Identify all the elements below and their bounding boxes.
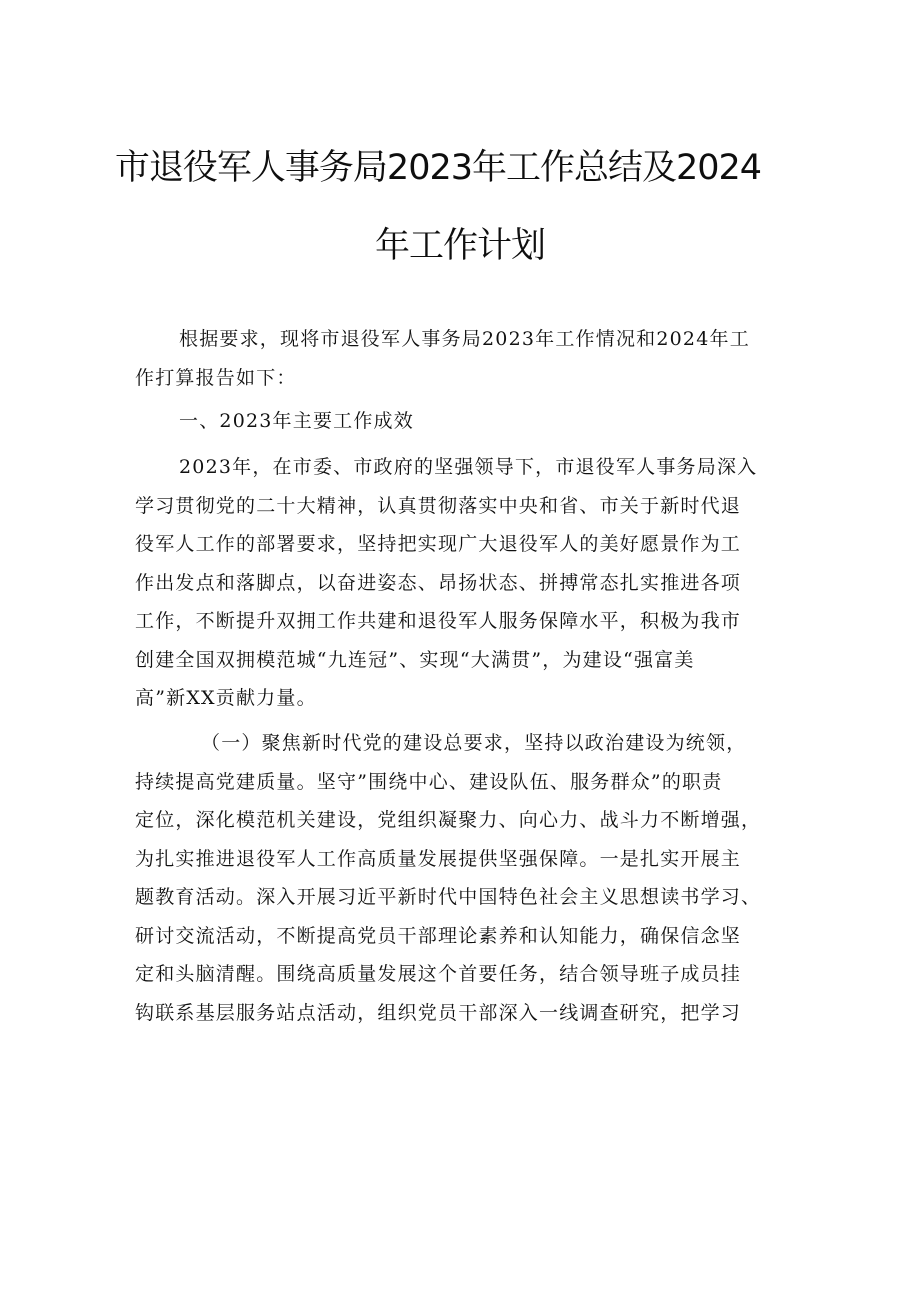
paragraph-line: 钩联系基层服务站点活动，组织党员干部深入一线调查研究，把学习: [135, 1001, 742, 1024]
paragraph-line: 2023年，在市委、市政府的坚强领导下，市退役军人事务局深入: [179, 456, 758, 478]
paragraph-summary: [135, 448, 795, 718]
paragraph-line: 工作，不断提升双拥工作共建和退役军人服务保障水平，积极为我市: [135, 610, 742, 632]
paragraph-line: 高”新XX贡献力量。: [135, 687, 317, 709]
paragraph-line: 创建全国双拥模范城“九连冠”、实现“大满贯”，为建设“强富美: [135, 648, 695, 671]
paragraph-line: 作出发点和落脚点，以奋进姿态、昂扬状态、拼搏常态扎实推进各项: [135, 571, 742, 594]
paragraph-line: （一）聚焦新时代党的建设总要求，坚持以政治建设为统领，: [201, 732, 747, 754]
paragraph-line: 为扎实推进退役军人工作高质量发展提供坚强保障。一是扎实开展主: [135, 847, 742, 870]
paragraph-intro: [135, 320, 795, 397]
paragraph-line: 定位，深化模范机关建设，党组织凝聚力、向心力、战斗力不断增强，: [135, 809, 762, 831]
document-title-line-1: 市退役军人事务局2023年工作总结及2024: [114, 148, 762, 188]
document-title-line-2: 年工作计划: [374, 226, 545, 266]
section-heading-text: 一、2023年主要工作成效: [179, 410, 414, 432]
paragraph-line: 役军人工作的部署要求，坚持把实现广大退役军人的美好愿景作为工: [135, 533, 742, 555]
paragraph-line: 定和头脑清醒。围绕高质量发展这个首要任务，结合领导班子成员挂: [135, 963, 742, 985]
paragraph-line: 持续提高党建质量。坚守”围绕中心、建设队伍、服务群众”的职责: [135, 770, 723, 793]
paragraph-line: 作打算报告如下：: [135, 366, 297, 389]
paragraph-line: 研讨交流活动，不断提高党员干部理论素养和认知能力，确保信念坚: [135, 924, 742, 947]
paragraph-line: 根据要求，现将市退役军人事务局2023年工作情况和2024年工: [179, 328, 750, 350]
section-heading: [135, 402, 795, 441]
paragraph-party-building: [135, 724, 795, 1032]
paragraph-line: 题教育活动。深入开展习近平新时代中国特色社会主义思想读书学习、: [135, 886, 762, 908]
paragraph-line: 学习贯彻党的二十大精神，认真贯彻落实中央和省、市关于新时代退: [135, 494, 742, 517]
